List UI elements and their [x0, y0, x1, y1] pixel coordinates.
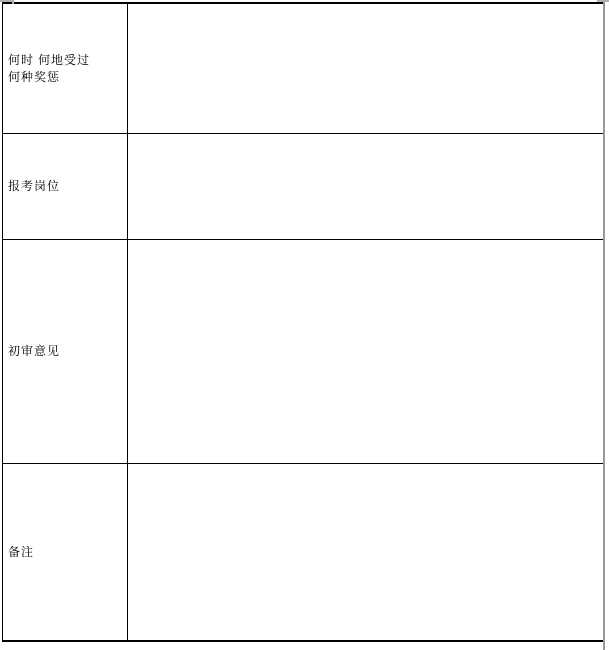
awards-punishments-label-cell: [3, 4, 128, 133]
outer-gray-rule: [603, 0, 605, 650]
table-row-preliminary-review: [3, 240, 604, 464]
position-applied-value-cell[interactable]: [128, 134, 604, 239]
crop-artifact-top-left-stub: [12, 0, 14, 4]
label-line-1: 初审意见: [8, 344, 61, 358]
crop-artifact-top-right: [597, 0, 609, 2]
table-row-position-applied: [3, 134, 604, 240]
position-applied-label-cell: [3, 134, 128, 239]
remarks-value-cell[interactable]: [128, 464, 604, 640]
preliminary-review-label-cell: [3, 240, 128, 463]
table-row-remarks: [3, 464, 604, 640]
awards-punishments-value-cell[interactable]: [128, 4, 604, 133]
label-line-1: 何时 何地受过: [8, 52, 91, 67]
label-line-2: 何种奖惩: [8, 69, 61, 84]
awards-punishments-label: [8, 52, 90, 86]
position-applied-label: [8, 178, 60, 195]
preliminary-review-value-cell[interactable]: [128, 240, 604, 463]
table-row-awards-punishments: [3, 4, 604, 134]
remarks-label-cell: [3, 464, 128, 640]
application-form-table: [2, 2, 604, 642]
preliminary-review-label: [8, 343, 60, 360]
label-line-1: 报考岗位: [8, 179, 61, 193]
label-line-1: 备注: [8, 544, 35, 559]
remarks-label: [8, 544, 34, 561]
